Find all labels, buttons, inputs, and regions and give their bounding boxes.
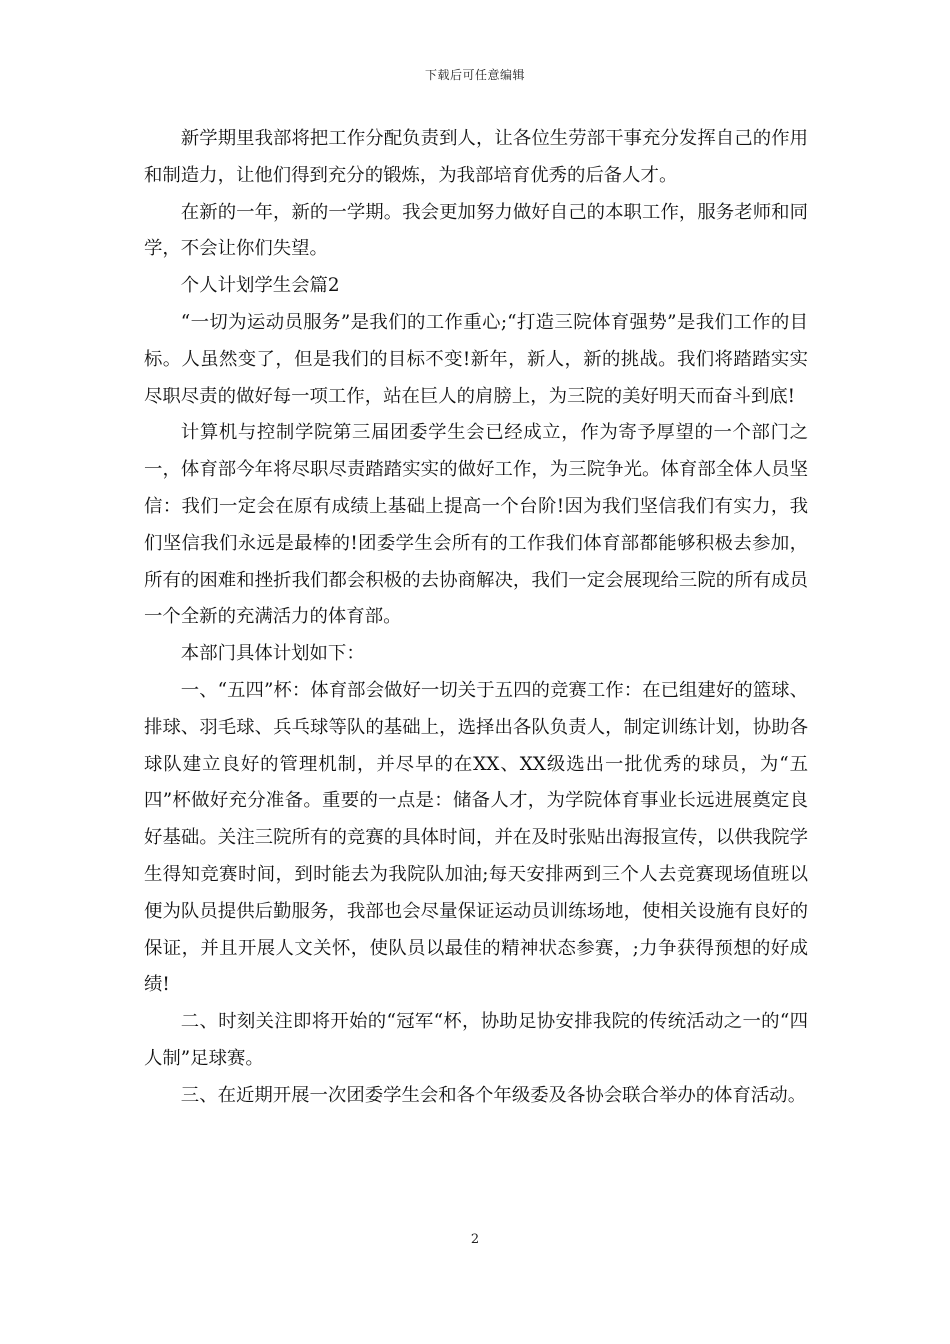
paragraph-staff-plan: 新学期里我部将把工作分配负责到人，让各位生劳部干事充分发挥自己的作用和制造力，让他们得到充分的锻炼，为我部培育优秀的后备人才。 [144,128,808,186]
document-body [144,121,808,1115]
plan-item-1: 一、“五四”杯：体育部会做好一切关于五四的竞赛工作：在已组建好的篮球、排球、羽毛球、兵乓球等队的基础上，选择出各队负责人，制定训练计划，协助各球队建立良好的管理机制，并尽早的在XX、XX级选出一批优秀的球员，为“五四”杯做好充分准备。重要的一点是：储备人才，为学院体育事业长远进展奠定良好基础。关注三院所有的竞赛的具体时间，并在及时张贴出海报宣传，以供我院学生得知竞赛时间，到时能去为我院队加油;每天安排两到三个人去竞赛现场值班以便为队员提供后勤服务，我部也会尽量保证运动员训练场地，使相关设施有良好的保证，并且开展人文关怀，使队员以最佳的精神状态参赛，;力争获得预想的好成绩! [144,679,808,996]
plan-intro: 本部门具体计划如下： [180,643,365,665]
page-number: 2 [470,1232,480,1247]
plan-item-3: 三、在近期开展一次团委学生会和各个年级委及各协会联合举办的体育活动。 [180,1084,807,1106]
plan-item-2: 二、时刻关注即将开始的“冠军“杯，协助足协安排我院的传统活动之一的“四人制”足球赛。 [144,1011,808,1069]
section-heading: 个人计划学生会篇2 [180,275,340,297]
page-header: 下载后可任意编辑 [424,68,525,82]
paragraph-new-year-resolve: 在新的一年，新的一学期。我会更加努力做好自己的本职工作，服务老师和同学，不会让你们失望。 [144,201,808,260]
paragraph-department-intro: 计算机与控制学院第三届团委学生会已经成立，作为寄予厚望的一个部门之一，体育部今年将尽职尽责踏踏实实的做好工作，为三院争光。体育部全体人员坚信：我们一定会在原有成绩上基础上提高一个台阶!因为我们坚信我们有实力，我们坚信我们永远是最棒的!团委学生会所有的工作我们体育部都能够积极去参加，所有的困难和挫折我们都会积极的去协商解决，我们一定会展现给三院的所有成员一个全新的充满活力的体育部。 [144,422,808,628]
paragraph-work-goal: “一切为运动员服务”是我们的工作重心;“打造三院体育强势”是我们工作的目标。人虽然变了，但是我们的目标不变!新年，新人，新的挑战。我们将踏踏实实尽职尽责的做好每一项工作，站在巨人的肩膀上，为三院的美好明天而奋斗到底! [144,311,808,407]
